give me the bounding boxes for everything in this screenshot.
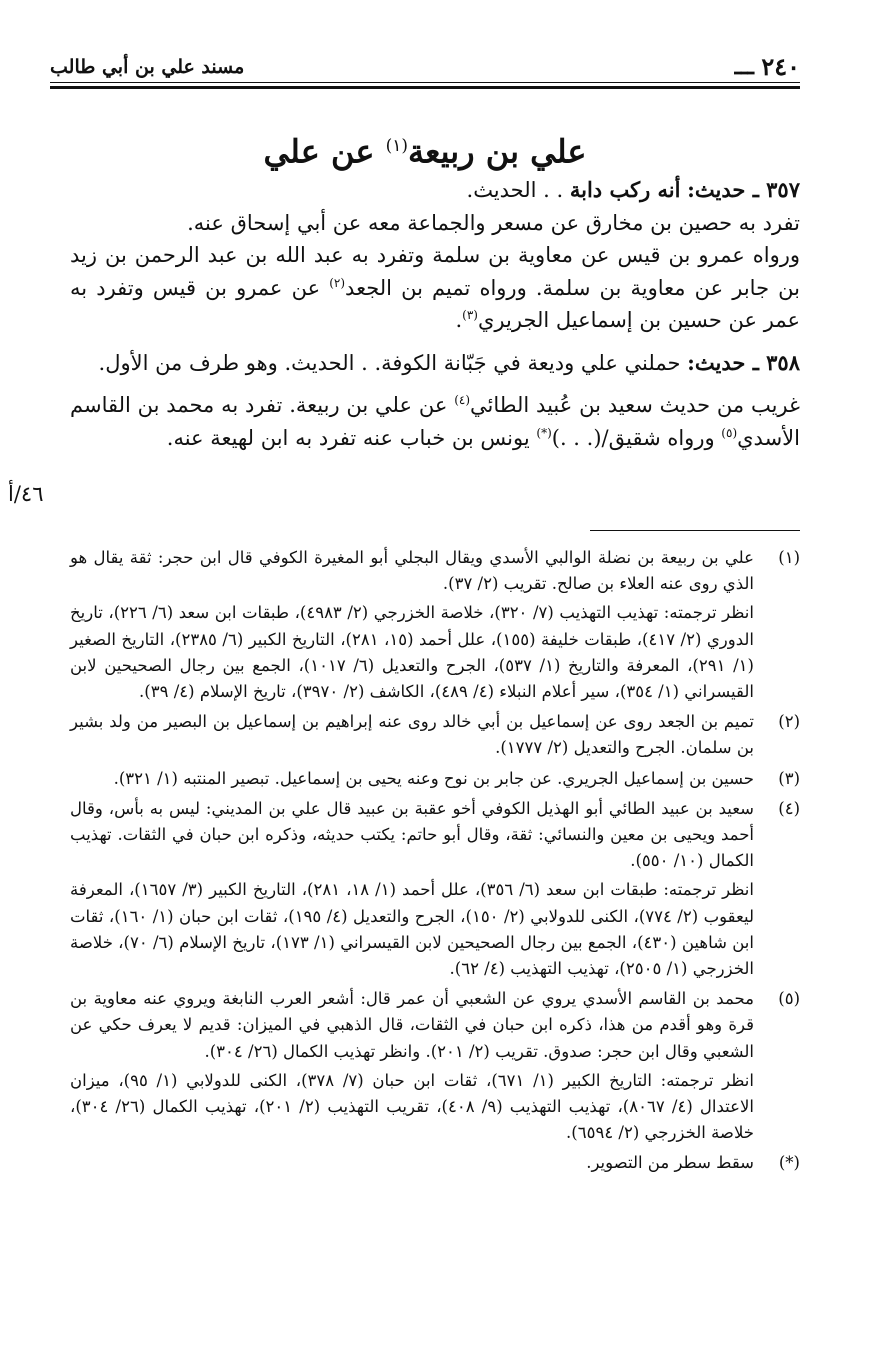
hadith-357-rest: . . الحديث. — [466, 178, 564, 202]
footnote-number: (٥) — [778, 989, 800, 1009]
footnote-number: (*) — [778, 1153, 800, 1173]
running-header — [50, 52, 800, 82]
footnote-paragraph: سقط سطر من التصوير. — [586, 1153, 754, 1173]
footnote-text — [70, 766, 754, 792]
paragraph-3-a: غريب من حديث سعيد بن عُبيد الطائي — [470, 393, 801, 417]
footnote-number: (١) — [778, 548, 800, 567]
hadith-357-number: ٣٥٧ ـ حديث: — [687, 177, 800, 202]
footnote-paragraph: محمد بن القاسم الأسدي يروي عن الشعبي أن عمر قال: أشعر العرب النابغة ويروي عنه معاوية بن قرة وهو أقدم من هذا، ذكره ابن حبان في الثقات، قال الذهبي في الميزان: قديم لا يعرف حكي عن الشعبي وقال ابن حجر: صدوق. تقريب (٢/ ٢٠١). وانظر تهذيب الكمال (٢٦/ ٣٠٤). — [70, 989, 754, 1061]
footnote-number: (٣) — [778, 768, 800, 788]
footnote-ref-5: (٥) — [721, 425, 738, 440]
paragraph-2-c: . — [455, 308, 463, 332]
footnote-text — [70, 796, 754, 982]
hadith-358-text: حملني علي وديعة في جَبّانة الكوفة. . الحديث. وهو طرف من الأول. — [98, 350, 681, 375]
main-text — [70, 174, 800, 454]
footnote — [70, 1150, 800, 1176]
chapter-title-text: علي بن ربيعة — [408, 132, 587, 171]
hadith-358-number: ٣٥٨ ـ حديث: — [687, 349, 800, 375]
footnote-text — [70, 1150, 754, 1176]
footnotes — [70, 545, 800, 1177]
chapter-title-suffix: عن علي — [263, 132, 375, 171]
footnote-paragraph: تميم بن الجعد روى عن إسماعيل بن أبي خالد روى عنه إبراهيم بن إسماعيل بن البصير من ولد بشير بن سلمان. الجرح والتعديل (٢/ ١٧٧٧). — [70, 712, 754, 758]
manuscript-folio-mark: ٤٦/أ — [8, 482, 44, 506]
book-title: مسند علي بن أبي طالب — [50, 56, 245, 78]
footnote-paragraph: سعيد بن عبيد الطائي أبو الهذيل الكوفي أخو عقبة بن عبيد قال علي بن المديني: ليس به بأس، وقال أحمد ويحيى بن معين والنسائي: ثقة، وقال أبو حاتم: يكتب حديثه، وذكره ابن حبان في الثقات. تهذيب الكمال (١٠/ ٥٥٠). — [70, 798, 754, 871]
footnote-ref-3: (٣) — [462, 308, 478, 322]
paragraph-3-d: يونس بن خباب عنه تفرد به ابن لهيعة عنه. — [166, 425, 530, 450]
paragraph-3-c: ورواه شقيق/(. . .) — [551, 425, 715, 450]
paragraph-3 — [70, 389, 800, 454]
footnote — [70, 986, 800, 1146]
paragraph-1: تفرد به حصين بن مخارق عن مسعر والجماعة معه عن أبي إسحاق عنه. — [187, 210, 800, 235]
footnote-paragraph: انظر ترجمته: تهذيب التهذيب (٧/ ٣٢٠)، خلاصة الخزرجي (٢/ ٤٩٨٣)، طبقات ابن سعد (٦/ ٢٢٦)، تاريخ الدوري (٢/ ٤١٧)، طبقات خليفة (١٥٥)، علل أحمد (١٥، ٢٨١)، التاريخ الكبير (٦/ ٢٣٨٥)، التاريخ الصغير (١/ ٢٩١)، المعرفة والتاريخ (١/ ٥٣٧)، الجرح والتعديل (٦/ ١٠١٧)، الجمع بين رجال الصحيحين لابن القيسراني (١/ ٣٥٤)، سير أعلام النبلاء (٤/ ٤٨٩)، الكاشف (٢/ ٣٩٧٠)، تاريخ الإسلام (٤/ ٣٩). — [70, 603, 754, 702]
footnote-ref-4: (٤) — [454, 393, 471, 407]
header-rule-thick — [50, 86, 800, 89]
chapter-title — [50, 124, 800, 174]
header-rule-thin — [50, 82, 800, 83]
paragraph-2-a: ورواه عمرو بن قيس عن معاوية بن سلمة وتفرد به عبد الله بن عبد الرحمن بن زيد بن جابر عن معاوية بن سلمة. ورواه تميم بن الجعد — [70, 243, 800, 300]
footnote-text — [70, 545, 754, 705]
footnote-ref-2: (٢) — [329, 275, 346, 290]
hadith-358 — [70, 347, 800, 380]
hadith-357-matn: أنه ركب دابة — [569, 177, 681, 202]
footnote-ref-star: (*) — [536, 425, 552, 440]
footnote-paragraph: حسين بن إسماعيل الجريري. عن جابر بن نوح وعنه يحيى بن إسماعيل. تبصير المنتبه (١/ ٣٢١). — [113, 768, 754, 788]
footnote-text — [70, 986, 754, 1146]
footnote — [70, 796, 800, 982]
paragraph-2 — [70, 239, 800, 337]
footnote-paragraph: انظر ترجمته: طبقات ابن سعد (٦/ ٣٥٦)، علل أحمد (١/ ١٨، ٢٨١)، التاريخ الكبير (٣/ ١٦٥٧)، المعرفة ليعقوب (٢/ ٧٧٤)، الكنى للدولابي (٢/ ١٥٠)، الجرح والتعديل (٤/ ١٩٥)، ثقات ابن حبان (١/ ١٦٠)، ثقات ابن شاهين (٤٣٠)، الجمع بين رجال الصحيحين لابن القيسراني (١/ ١٧٣)، تاريخ الإسلام (٦/ ٧٠)، خلاصة الخزرجي (١/ ٢٥٠٥)، تهذيب التهذيب (٤/ ٦٢). — [70, 880, 754, 979]
footnote — [70, 545, 800, 705]
page-number: ٢٤٠ — [761, 52, 800, 81]
footnote-ref-1: (١) — [385, 136, 408, 156]
footnote — [70, 766, 800, 792]
footnote-paragraph: انظر ترجمته: التاريخ الكبير (١/ ٦٧١)، ثقات ابن حبان (٧/ ٣٧٨)، الكنى للدولابي (١/ ٩٥)، ميزان الاعتدال (٤/ ٨٠٦٧)، تهذيب التهذيب (٩/ ٤٠٨)، تقريب التهذيب (٢/ ٢٠١)، تهذيب الكمال (٢٦/ ٣٠٤)، خلاصة الخزرجي (٢/ ٦٥٩٤). — [70, 1070, 754, 1143]
footnote-number: (٤) — [778, 798, 800, 818]
footnote-separator — [590, 530, 800, 531]
paragraph-3-b: عن علي بن ربيعة. تفرد به محمد بن القاسم الأسدي — [70, 393, 800, 450]
paragraph-2-b: عن عمرو بن قيس وتفرد به عمر عن حسين بن إسماعيل الجريري — [70, 275, 800, 332]
footnote-number: (٢) — [778, 712, 800, 732]
footnote — [70, 709, 800, 761]
header-dash: ـــ — [734, 54, 754, 80]
hadith-357 — [70, 174, 800, 207]
footnote-text — [70, 709, 754, 761]
footnote-paragraph: علي بن ربيعة بن نضلة الوالبي الأسدي ويقال البجلي أبو المغيرة الكوفي قال ابن حجر: ثقة يقال هو الذي روى عنه العلاء بن صالح. تقريب (٢/ ٣٧). — [70, 548, 754, 594]
